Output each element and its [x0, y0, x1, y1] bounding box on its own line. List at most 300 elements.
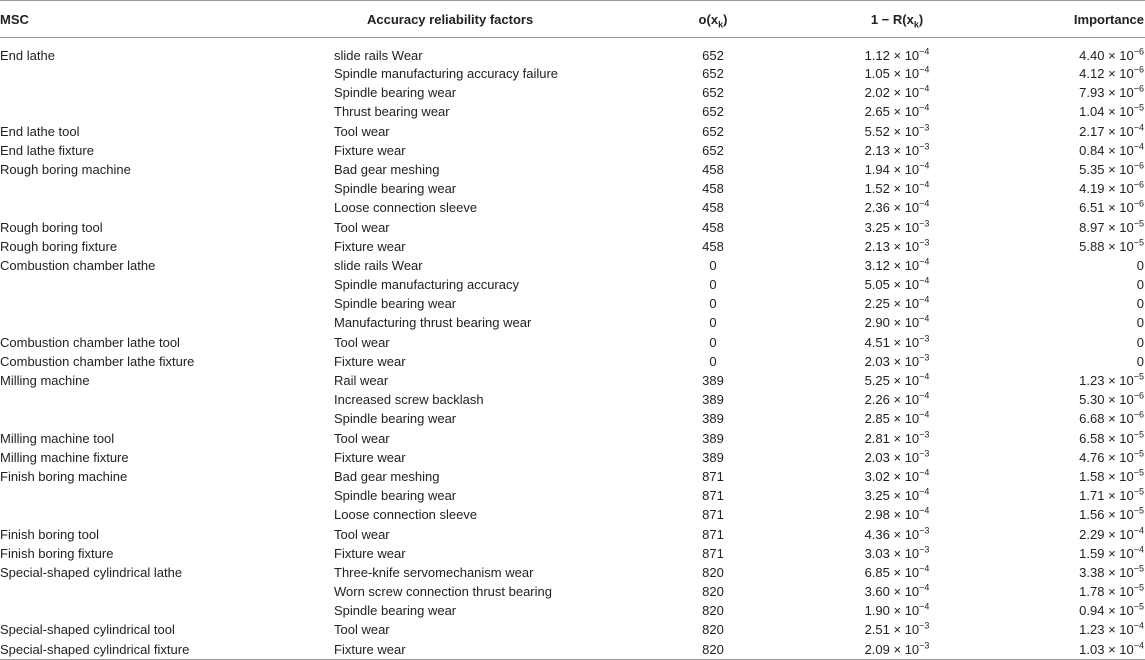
importance-exponent: −6 — [1133, 46, 1144, 57]
cell-msc: Milling machine — [0, 373, 90, 388]
cell-o: 820 — [702, 584, 724, 600]
cell-r — [781, 219, 1013, 238]
cell-r — [781, 506, 1013, 525]
importance-mantissa: 6.68 × 10 — [1079, 411, 1134, 427]
cell-importance — [1013, 353, 1145, 372]
r-mantissa: 4.51 × 10 — [864, 334, 920, 350]
cell-factor: Bad gear meshing — [334, 161, 440, 177]
r-mantissa: 2.13 × 10 — [864, 238, 920, 254]
cell-factor: Tool wear — [334, 430, 390, 446]
importance-exponent: −6 — [1133, 84, 1144, 94]
cell-msc: Rough boring machine — [0, 161, 131, 177]
cell-r — [781, 314, 1013, 333]
r-exponent: −3 — [919, 352, 930, 363]
importance-mantissa: 0 — [1136, 334, 1144, 350]
cell-o: 652 — [702, 85, 724, 101]
importance-mantissa: 4.76 × 10 — [1079, 449, 1134, 465]
importance-exponent: −5 — [1133, 487, 1144, 497]
header-r-sub: k — [913, 19, 919, 30]
table-row — [0, 295, 1145, 314]
importance-exponent: −5 — [1133, 563, 1144, 574]
cell-o: 458 — [702, 200, 724, 216]
cell-r — [781, 180, 1013, 199]
cell-factor: Fixture wear — [334, 353, 406, 369]
cell-factor: Spindle bearing wear — [334, 296, 457, 312]
header-o-paren-open: ( — [706, 11, 711, 27]
table-row — [0, 103, 1145, 122]
cell-o: 652 — [702, 48, 724, 63]
importance-exponent: −4 — [1133, 141, 1144, 152]
table-row — [0, 430, 1145, 449]
cell-importance — [1013, 372, 1145, 391]
table-row — [0, 65, 1145, 84]
cell-msc: Finish boring machine — [0, 468, 128, 484]
cell-r — [781, 545, 1013, 564]
cell-factor: Loose connection sleeve — [334, 507, 478, 523]
r-exponent: −4 — [919, 410, 930, 421]
r-mantissa: 3.12 × 10 — [864, 257, 920, 273]
cell-importance — [1013, 506, 1145, 525]
table-row — [0, 621, 1145, 640]
r-exponent: −4 — [919, 467, 930, 478]
r-mantissa: 4.36 × 10 — [864, 526, 920, 542]
r-exponent: −4 — [919, 103, 930, 114]
cell-factor: Bad gear meshing — [334, 468, 440, 484]
table-header — [0, 1, 1145, 38]
cell-factor: slide rails Wear — [334, 48, 423, 63]
cell-r — [781, 123, 1013, 142]
cell-msc: Special-shaped cylindrical tool — [0, 622, 175, 638]
table-row — [0, 219, 1145, 238]
table-row — [0, 468, 1145, 487]
cell-factor: Rail wear — [334, 373, 389, 388]
cell-importance — [1013, 276, 1145, 295]
cell-importance — [1013, 295, 1145, 314]
cell-factor: Spindle bearing wear — [334, 603, 457, 619]
cell-msc — [0, 583, 325, 602]
importance-exponent: −5 — [1133, 218, 1144, 229]
importance-mantissa: 0.94 × 10 — [1079, 603, 1134, 619]
importance-exponent: −5 — [1133, 467, 1144, 478]
importance-mantissa: 4.12 × 10 — [1079, 66, 1134, 81]
importance-mantissa: 1.78 × 10 — [1079, 584, 1134, 600]
r-mantissa: 3.60 × 10 — [864, 584, 920, 600]
cell-importance — [1013, 257, 1145, 276]
r-exponent: −4 — [919, 487, 930, 497]
r-exponent: −4 — [919, 160, 930, 171]
cell-msc: Combustion chamber lathe tool — [0, 334, 180, 350]
r-mantissa: 5.25 × 10 — [864, 373, 920, 388]
r-exponent: −3 — [919, 429, 930, 440]
cell-r — [781, 526, 1013, 545]
table-row — [0, 602, 1145, 621]
cell-factor: Spindle bearing wear — [334, 411, 457, 427]
table-row — [0, 564, 1145, 583]
cell-r — [781, 564, 1013, 583]
cell-msc — [0, 65, 325, 84]
cell-r — [781, 621, 1013, 640]
cell-msc — [0, 199, 325, 218]
r-exponent: −3 — [919, 544, 930, 555]
cell-o: 871 — [702, 507, 724, 523]
cell-o: 820 — [702, 564, 724, 580]
r-mantissa: 2.90 × 10 — [864, 315, 920, 331]
cell-factor: Fixture wear — [334, 449, 406, 465]
r-mantissa: 5.52 × 10 — [864, 123, 920, 139]
cell-msc: End lathe fixture — [0, 142, 94, 158]
cell-o: 389 — [702, 449, 724, 465]
importance-mantissa: 6.51 × 10 — [1079, 200, 1134, 216]
cell-msc: Finish boring fixture — [0, 545, 114, 561]
cell-factor: Three-knife servomechanism wear — [334, 564, 534, 580]
cell-o: 458 — [702, 219, 724, 235]
importance-exponent: −6 — [1133, 65, 1144, 75]
importance-mantissa: 1.71 × 10 — [1079, 488, 1134, 504]
importance-mantissa: 7.93 × 10 — [1079, 85, 1134, 101]
cell-importance — [1013, 602, 1145, 621]
cell-factor: Fixture wear — [325, 641, 645, 660]
header-o-main: o — [698, 11, 707, 27]
header-o-paren-close: ) — [723, 11, 728, 27]
importance-mantissa: 1.23 × 10 — [1079, 622, 1134, 638]
header-r-paren-close: ) — [918, 11, 924, 27]
cell-importance — [1013, 641, 1145, 660]
cell-r — [781, 449, 1013, 468]
r-mantissa: 1.94 × 10 — [864, 161, 920, 177]
cell-o: 458 — [702, 161, 724, 177]
importance-exponent: −5 — [1133, 583, 1144, 593]
table-row — [0, 238, 1145, 257]
cell-r — [781, 161, 1013, 180]
cell-msc: Combustion chamber lathe — [0, 257, 156, 273]
importance-exponent: −4 — [1133, 621, 1144, 632]
r-exponent: −4 — [919, 256, 930, 267]
header-o-sub: k — [718, 19, 724, 30]
r-exponent: −3 — [919, 640, 930, 651]
cell-msc: Milling machine fixture — [0, 449, 129, 465]
cell-o: 871 — [702, 526, 724, 542]
importance-mantissa: 2.29 × 10 — [1079, 526, 1134, 542]
cell-msc: Rough boring fixture — [0, 238, 118, 254]
cell-factor: Tool wear — [334, 219, 390, 235]
cell-importance — [1013, 487, 1145, 506]
cell-o: 652 — [702, 66, 724, 81]
importance-mantissa: 0.84 × 10 — [1079, 142, 1134, 158]
cell-importance — [1013, 391, 1145, 410]
cell-r — [781, 84, 1013, 103]
r-mantissa: 1.90 × 10 — [864, 603, 920, 619]
r-exponent: −4 — [919, 84, 930, 94]
table-row — [0, 391, 1145, 410]
cell-importance — [1013, 564, 1145, 583]
header-r-sym: x — [906, 11, 914, 27]
cell-msc: Special-shaped cylindrical lathe — [0, 564, 183, 580]
cell-importance — [1013, 180, 1145, 199]
table-row — [0, 372, 1145, 391]
r-exponent: −3 — [919, 237, 930, 248]
r-exponent: −3 — [919, 141, 930, 152]
r-mantissa: 2.03 × 10 — [864, 449, 920, 465]
cell-factor: Worn screw connection thrust bearing — [334, 584, 552, 600]
importance-exponent: −5 — [1133, 429, 1144, 440]
cell-importance — [1013, 38, 1145, 66]
cell-o: 0 — [709, 277, 717, 293]
r-mantissa: 1.52 × 10 — [864, 181, 920, 197]
cell-o: 0 — [709, 353, 717, 369]
cell-importance — [1013, 219, 1145, 238]
table-row — [0, 506, 1145, 525]
importance-mantissa: 4.19 × 10 — [1079, 181, 1134, 197]
cell-r — [781, 468, 1013, 487]
cell-o: 652 — [702, 142, 724, 158]
r-mantissa: 1.05 × 10 — [864, 66, 920, 81]
importance-mantissa: 5.35 × 10 — [1079, 161, 1134, 177]
cell-importance — [1013, 238, 1145, 257]
importance-mantissa: 1.03 × 10 — [1079, 641, 1134, 657]
cell-factor: Spindle bearing wear — [334, 85, 457, 101]
header-r-prefix: 1 − R — [870, 11, 903, 27]
r-mantissa: 2.26 × 10 — [864, 392, 920, 408]
importance-exponent: −4 — [1133, 122, 1144, 133]
cell-importance — [1013, 621, 1145, 640]
table-row — [0, 583, 1145, 602]
importance-mantissa: 1.56 × 10 — [1079, 507, 1134, 523]
header-factors: Accuracy reliability factors — [325, 1, 645, 38]
cell-r — [781, 295, 1013, 314]
cell-importance — [1013, 65, 1145, 84]
cell-r — [781, 391, 1013, 410]
r-exponent: −4 — [919, 372, 930, 382]
importance-mantissa: 1.58 × 10 — [1079, 468, 1134, 484]
cell-o: 458 — [702, 238, 724, 254]
cell-factor: Thrust bearing wear — [334, 104, 450, 120]
cell-importance — [1013, 199, 1145, 218]
cell-msc — [0, 602, 325, 621]
cell-importance — [1013, 142, 1145, 161]
cell-msc — [0, 314, 325, 333]
r-exponent: −3 — [919, 525, 930, 536]
cell-factor: Tool wear — [334, 123, 390, 139]
r-exponent: −4 — [919, 602, 930, 612]
table-row — [0, 180, 1145, 199]
r-exponent: −4 — [919, 314, 930, 325]
r-mantissa: 2.03 × 10 — [864, 353, 920, 369]
importance-exponent: −6 — [1133, 160, 1144, 171]
r-exponent: −3 — [919, 621, 930, 632]
importance-exponent: −6 — [1133, 410, 1144, 421]
importance-mantissa: 5.88 × 10 — [1079, 238, 1134, 254]
importance-mantissa: 1.23 × 10 — [1079, 373, 1134, 388]
importance-exponent: −4 — [1133, 544, 1144, 555]
importance-mantissa: 4.40 × 10 — [1079, 48, 1134, 63]
r-mantissa: 2.65 × 10 — [864, 104, 920, 120]
table-row — [0, 353, 1145, 372]
cell-o: 0 — [709, 315, 717, 331]
cell-r — [781, 276, 1013, 295]
cell-o: 0 — [709, 257, 717, 273]
cell-r — [781, 583, 1013, 602]
cell-msc — [0, 84, 325, 103]
header-row — [0, 1, 1145, 38]
table-row — [0, 276, 1145, 295]
table-row — [0, 410, 1145, 429]
importance-exponent: −6 — [1133, 199, 1144, 209]
r-mantissa: 6.85 × 10 — [864, 564, 920, 580]
table-row — [0, 526, 1145, 545]
cell-msc — [0, 506, 325, 525]
cell-factor: Tool wear — [334, 622, 390, 638]
cell-importance — [1013, 123, 1145, 142]
cell-importance — [1013, 545, 1145, 564]
importance-mantissa: 3.38 × 10 — [1079, 564, 1134, 580]
r-exponent: −3 — [919, 122, 930, 133]
table-row — [0, 257, 1145, 276]
cell-r — [781, 65, 1013, 84]
cell-factor: Spindle bearing wear — [334, 181, 457, 197]
table-row — [0, 142, 1145, 161]
r-mantissa: 2.09 × 10 — [864, 641, 920, 657]
cell-o: 820 — [702, 603, 724, 619]
importance-mantissa: 2.17 × 10 — [1079, 123, 1134, 139]
cell-factor: Spindle bearing wear — [334, 488, 457, 504]
cell-o: 652 — [702, 104, 724, 120]
cell-importance — [1013, 334, 1145, 353]
cell-msc — [0, 487, 325, 506]
importance-exponent: −4 — [1133, 525, 1144, 536]
cell-o: 458 — [702, 181, 724, 197]
r-mantissa: 2.85 × 10 — [864, 411, 920, 427]
r-mantissa: 3.03 × 10 — [864, 545, 920, 561]
cell-factor: Loose connection sleeve — [334, 200, 478, 216]
r-exponent: −4 — [919, 295, 930, 305]
cell-importance — [1013, 84, 1145, 103]
cell-msc — [0, 391, 325, 410]
table-row — [0, 199, 1145, 218]
cell-importance — [1013, 526, 1145, 545]
r-exponent: −4 — [919, 583, 930, 593]
cell-o: 820 — [645, 641, 781, 660]
importance-mantissa: 0 — [1136, 315, 1144, 331]
cell-msc — [0, 180, 325, 199]
cell-msc: Milling machine tool — [0, 430, 115, 446]
cell-r — [781, 38, 1013, 66]
cell-importance — [1013, 161, 1145, 180]
cell-factor: Fixture wear — [334, 142, 406, 158]
table-body — [0, 38, 1145, 660]
table-row — [0, 487, 1145, 506]
r-exponent: −4 — [919, 180, 930, 190]
cell-msc: Finish boring tool — [0, 526, 99, 542]
table-row — [0, 641, 1145, 660]
cell-r — [781, 410, 1013, 429]
r-mantissa: 2.51 × 10 — [864, 622, 920, 638]
table-row — [0, 161, 1145, 180]
r-mantissa: 3.25 × 10 — [864, 488, 920, 504]
table-row — [0, 449, 1145, 468]
cell-factor: Fixture wear — [334, 545, 406, 561]
importance-exponent: −5 — [1133, 372, 1144, 382]
cell-factor: Spindle manufacturing accuracy — [334, 277, 519, 293]
cell-r — [781, 142, 1013, 161]
cell-msc: Rough boring tool — [0, 219, 103, 235]
cell-factor: Manufacturing thrust bearing wear — [334, 315, 532, 331]
r-exponent: −4 — [919, 65, 930, 75]
cell-factor: slide rails Wear — [334, 257, 423, 273]
header-o — [645, 1, 781, 38]
header-msc: MSC — [0, 1, 325, 38]
cell-r — [781, 487, 1013, 506]
cell-o: 389 — [702, 373, 724, 388]
r-mantissa: 2.13 × 10 — [864, 142, 920, 158]
cell-factor: Tool wear — [334, 334, 390, 350]
header-o-sym: x — [710, 11, 719, 27]
cell-r — [781, 602, 1013, 621]
importance-exponent: −5 — [1133, 448, 1144, 459]
importance-exponent: −5 — [1133, 602, 1144, 612]
r-exponent: −4 — [919, 391, 930, 401]
r-mantissa: 2.81 × 10 — [864, 430, 920, 446]
importance-exponent: −5 — [1133, 237, 1144, 248]
importance-exponent: −6 — [1133, 391, 1144, 401]
r-mantissa: 2.98 × 10 — [864, 507, 920, 523]
cell-msc: End lathe — [0, 48, 55, 63]
r-exponent: −3 — [919, 448, 930, 459]
importance-mantissa: 8.97 × 10 — [1079, 219, 1134, 235]
cell-factor: Increased screw backlash — [334, 392, 484, 408]
r-exponent: −3 — [919, 218, 930, 229]
importance-exponent: −5 — [1133, 103, 1144, 114]
cell-r — [781, 199, 1013, 218]
r-exponent: −4 — [919, 506, 930, 516]
cell-o: 0 — [709, 334, 717, 350]
cell-o: 389 — [702, 411, 724, 427]
cell-r — [781, 641, 1013, 660]
cell-r — [781, 430, 1013, 449]
table-row — [0, 123, 1145, 142]
importance-exponent: −4 — [1133, 640, 1144, 651]
r-mantissa: 3.02 × 10 — [864, 468, 920, 484]
r-exponent: −4 — [919, 46, 930, 57]
cell-importance — [1013, 583, 1145, 602]
r-exponent: −4 — [919, 563, 930, 574]
table-row — [0, 84, 1145, 103]
cell-r — [781, 257, 1013, 276]
r-mantissa: 1.12 × 10 — [864, 48, 920, 63]
cell-r — [781, 238, 1013, 257]
cell-r — [781, 334, 1013, 353]
cell-o: 389 — [702, 430, 724, 446]
cell-factor: Fixture wear — [334, 238, 406, 254]
cell-importance — [1013, 468, 1145, 487]
r-exponent: −3 — [919, 333, 930, 344]
cell-msc — [0, 276, 325, 295]
importance-exponent: −6 — [1133, 180, 1144, 190]
cell-factor: Spindle manufacturing accuracy failure — [334, 66, 559, 81]
cell-r — [781, 353, 1013, 372]
r-mantissa: 2.25 × 10 — [864, 296, 920, 312]
importance-mantissa: 1.59 × 10 — [1079, 545, 1134, 561]
cell-o: 652 — [702, 123, 724, 139]
cell-r — [781, 372, 1013, 391]
cell-importance — [1013, 430, 1145, 449]
r-mantissa: 2.36 × 10 — [864, 200, 920, 216]
table-row — [0, 545, 1145, 564]
cell-o: 871 — [702, 545, 724, 561]
cell-msc — [0, 410, 325, 429]
table-row — [0, 38, 1145, 66]
r-mantissa: 2.02 × 10 — [864, 85, 920, 101]
r-mantissa: 3.25 × 10 — [864, 219, 920, 235]
